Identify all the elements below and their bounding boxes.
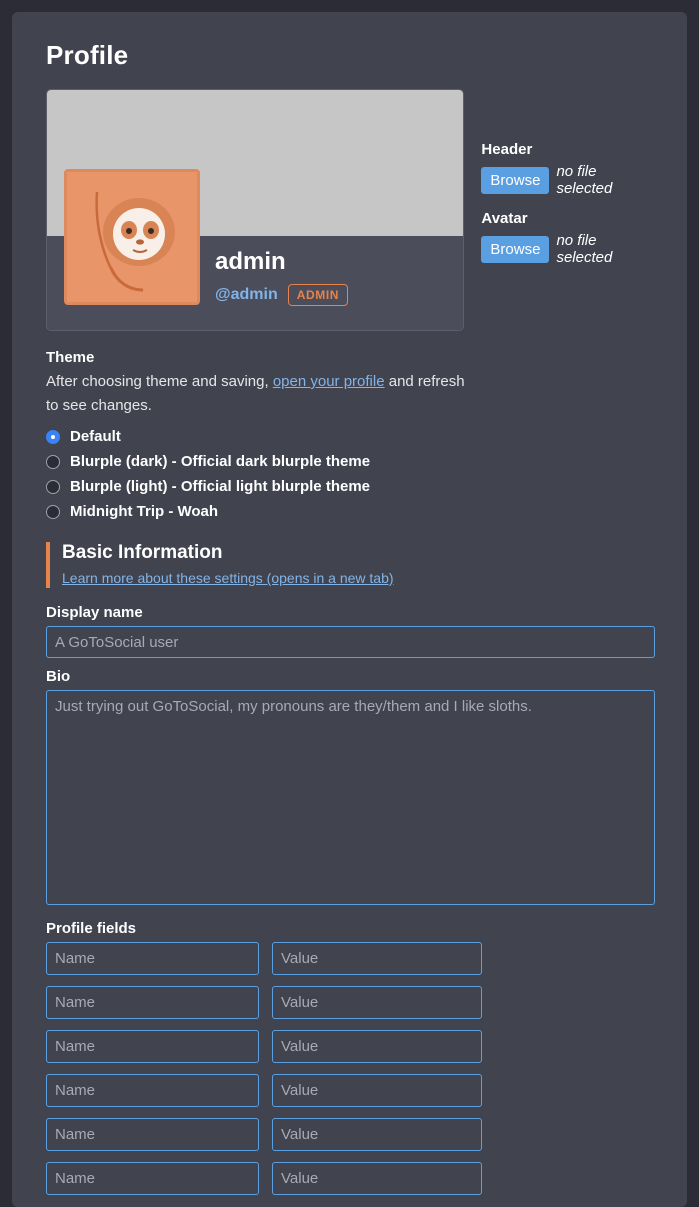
profile-fields-grid [46, 942, 653, 1195]
header-file-status: no file selected [556, 163, 613, 197]
avatar-image-preview [64, 169, 200, 305]
theme-label: Theme [46, 349, 95, 366]
profile-card-body [47, 236, 463, 330]
radio-icon[interactable] [46, 455, 60, 469]
header-upload-row [481, 163, 653, 197]
profile-field-name-input[interactable] [46, 1074, 259, 1107]
preview-handle-row [215, 284, 348, 306]
display-name-input[interactable] [46, 626, 655, 658]
radio-icon[interactable] [46, 430, 60, 444]
learn-more-link[interactable]: Learn more about these settings (opens in a new tab) [62, 570, 394, 586]
profile-field-value-input[interactable] [272, 1118, 482, 1151]
radio-icon[interactable] [46, 480, 60, 494]
profile-field-value-input[interactable] [272, 1162, 482, 1195]
theme-option-blurple-light[interactable] [46, 478, 653, 495]
theme-radio-group [46, 428, 653, 520]
profile-field-name-input[interactable] [46, 1118, 259, 1151]
avatar-upload-label: Avatar [481, 210, 528, 227]
profile-field-name-input[interactable] [46, 942, 259, 975]
profile-fields-label: Profile fields [46, 920, 137, 937]
profile-field-row [46, 1118, 653, 1151]
preview-display-name: admin [215, 248, 286, 275]
theme-option-default[interactable] [46, 428, 653, 445]
avatar-upload-row [481, 232, 653, 266]
profile-settings-panel [12, 12, 687, 1207]
header-browse-button[interactable]: Browse [481, 167, 549, 194]
profile-field-name-input[interactable] [46, 986, 259, 1019]
profile-card-text [215, 248, 348, 306]
bio-textarea[interactable] [46, 690, 655, 905]
profile-field-row [46, 986, 653, 1019]
basic-information-title: Basic Information [62, 542, 223, 563]
status-badge: ADMIN [288, 284, 348, 306]
theme-description [46, 370, 476, 418]
theme-option-label: Midnight Trip - Woah [70, 503, 219, 520]
file-upload-group [481, 89, 653, 279]
header-upload-label: Header [481, 141, 533, 158]
profile-field-value-input[interactable] [272, 942, 482, 975]
theme-option-label: Blurple (dark) - Official dark blurple theme [70, 453, 371, 470]
basic-information-header [46, 542, 653, 588]
theme-option-label: Blurple (light) - Official light blurple theme [70, 478, 370, 495]
page-title: Profile [46, 40, 129, 70]
theme-description-after: and refresh to see changes. [46, 373, 465, 414]
theme-option-label: Default [70, 428, 121, 445]
preview-handle: @admin [215, 286, 278, 303]
display-name-label: Display name [46, 604, 143, 621]
avatar-browse-button[interactable]: Browse [481, 236, 549, 263]
profile-preview-card [46, 89, 464, 331]
profile-preview-row [46, 89, 653, 331]
profile-field-value-input[interactable] [272, 986, 482, 1019]
theme-option-midnight-trip[interactable] [46, 503, 653, 520]
profile-field-value-input[interactable] [272, 1030, 482, 1063]
profile-field-name-input[interactable] [46, 1162, 259, 1195]
theme-description-before: After choosing theme and saving, [46, 373, 273, 390]
profile-field-row [46, 942, 653, 975]
radio-icon[interactable] [46, 505, 60, 519]
profile-field-row [46, 1030, 653, 1063]
profile-field-row [46, 1074, 653, 1107]
bio-label: Bio [46, 668, 71, 685]
avatar-file-status: no file selected [556, 232, 613, 266]
theme-option-blurple-dark[interactable] [46, 453, 653, 470]
sloth-avatar-icon [67, 172, 197, 302]
profile-field-value-input[interactable] [272, 1074, 482, 1107]
profile-field-row [46, 1162, 653, 1195]
profile-field-name-input[interactable] [46, 1030, 259, 1063]
open-your-profile-link[interactable]: open your profile [272, 373, 385, 390]
